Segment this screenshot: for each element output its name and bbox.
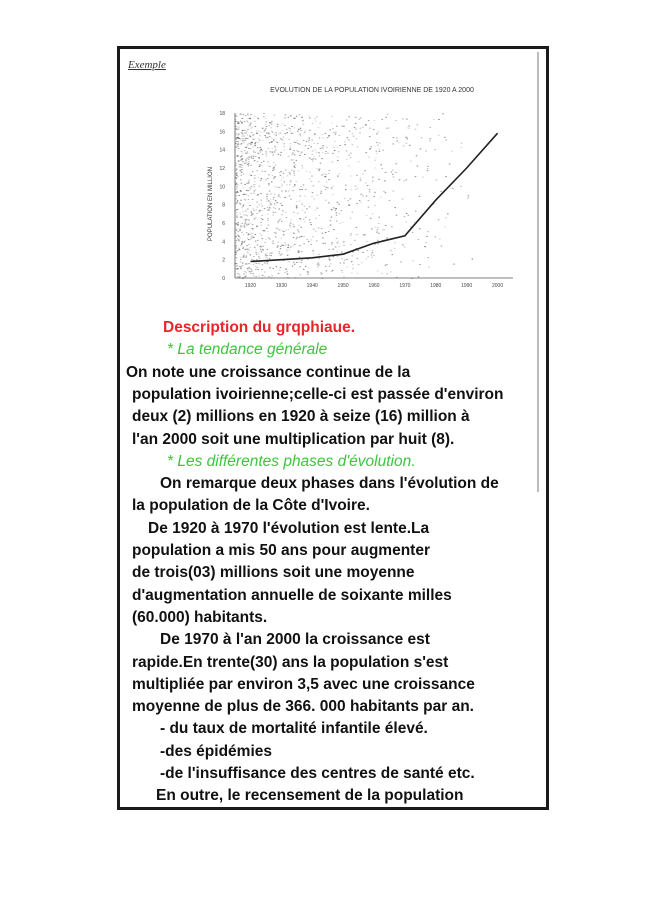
subheading-trend: * La tendance générale (167, 341, 328, 359)
x-tick-label: 1990 (461, 283, 473, 289)
bullet-item: -des épidémies (160, 742, 272, 760)
y-tick-label: 6 (222, 221, 225, 227)
paragraph-line: (60.000) habitants. (132, 608, 268, 626)
paragraph-line: population ivoirienne;celle-ci est passée d'environ (132, 385, 504, 403)
chart-title: EVOLUTION DE LA POPULATION IVOIRIENNE DE 1920 A 2000 (270, 87, 474, 94)
example-label: Exemple (128, 59, 166, 71)
paragraph-line: la population de la Côte d'Ivoire. (132, 497, 370, 515)
scrollbar[interactable] (537, 52, 539, 492)
paragraph-line: population a mis 50 ans pour augmenter (132, 542, 430, 559)
x-tick-label: 1940 (306, 283, 318, 289)
x-tick-label: 1950 (337, 283, 349, 289)
y-tick-label: 12 (219, 166, 225, 172)
paragraph-line: moyenne de plus de 366. 000 habitants par an. (132, 698, 474, 716)
bullet-item: - du taux de mortalité infantile élevé. (160, 720, 428, 738)
paragraph-line: de trois(03) millions soit une moyenne (132, 564, 415, 582)
x-tick-label: 1930 (275, 283, 287, 289)
y-tick-label: 14 (219, 147, 225, 154)
population-line (250, 133, 497, 261)
x-tick-label: 2000 (491, 283, 504, 289)
y-tick-label: 18 (219, 111, 225, 117)
paragraph-line-cut: En outre, le recensement de la population (156, 787, 464, 805)
y-tick-label: 0 (222, 276, 225, 282)
x-tick-label: 1970 (399, 283, 411, 289)
y-tick-label: 4 (222, 239, 225, 246)
paragraph-line: deux (2) millions en 1920 à seize (16) million à (132, 408, 470, 426)
y-tick-label: 10 (219, 184, 225, 191)
x-tick-label: 1980 (430, 283, 442, 289)
x-tick-label: 1960 (368, 283, 380, 289)
y-tick-label: 2 (222, 257, 225, 264)
x-tick-label: 1920 (244, 283, 257, 289)
subheading-phases: * Les différentes phases d'évolution. (167, 452, 416, 470)
bullet-item: -de l'insuffisance des centres de santé etc. (160, 765, 475, 782)
y-tick-label: 16 (219, 129, 225, 136)
paragraph-line: De 1970 à l'an 2000 la croissance est (160, 631, 430, 649)
document-page (117, 46, 549, 810)
paragraph-line: multipliée par environ 3,5 avec une croissance (132, 675, 475, 693)
paragraph-line: d'augmentation annuelle de soixante milles (132, 586, 452, 604)
section-heading: Description du grqphiaue. (163, 319, 356, 336)
paragraph-line: On note une croissance continue de la (126, 363, 411, 381)
paragraph-line: De 1920 à 1970 l'évolution est lente.La (148, 519, 430, 537)
y-tick-label: 8 (222, 202, 225, 209)
paragraph-line: rapide.En trente(30) ans la population s'est (132, 653, 449, 671)
population-chart (120, 49, 546, 299)
chart-ylabel: POPULATION EN MILLION (208, 167, 214, 241)
paragraph-line: On remarque deux phases dans l'évolution de (160, 475, 499, 493)
paragraph-line: l'an 2000 soit une multiplication par huit (8). (132, 430, 455, 448)
